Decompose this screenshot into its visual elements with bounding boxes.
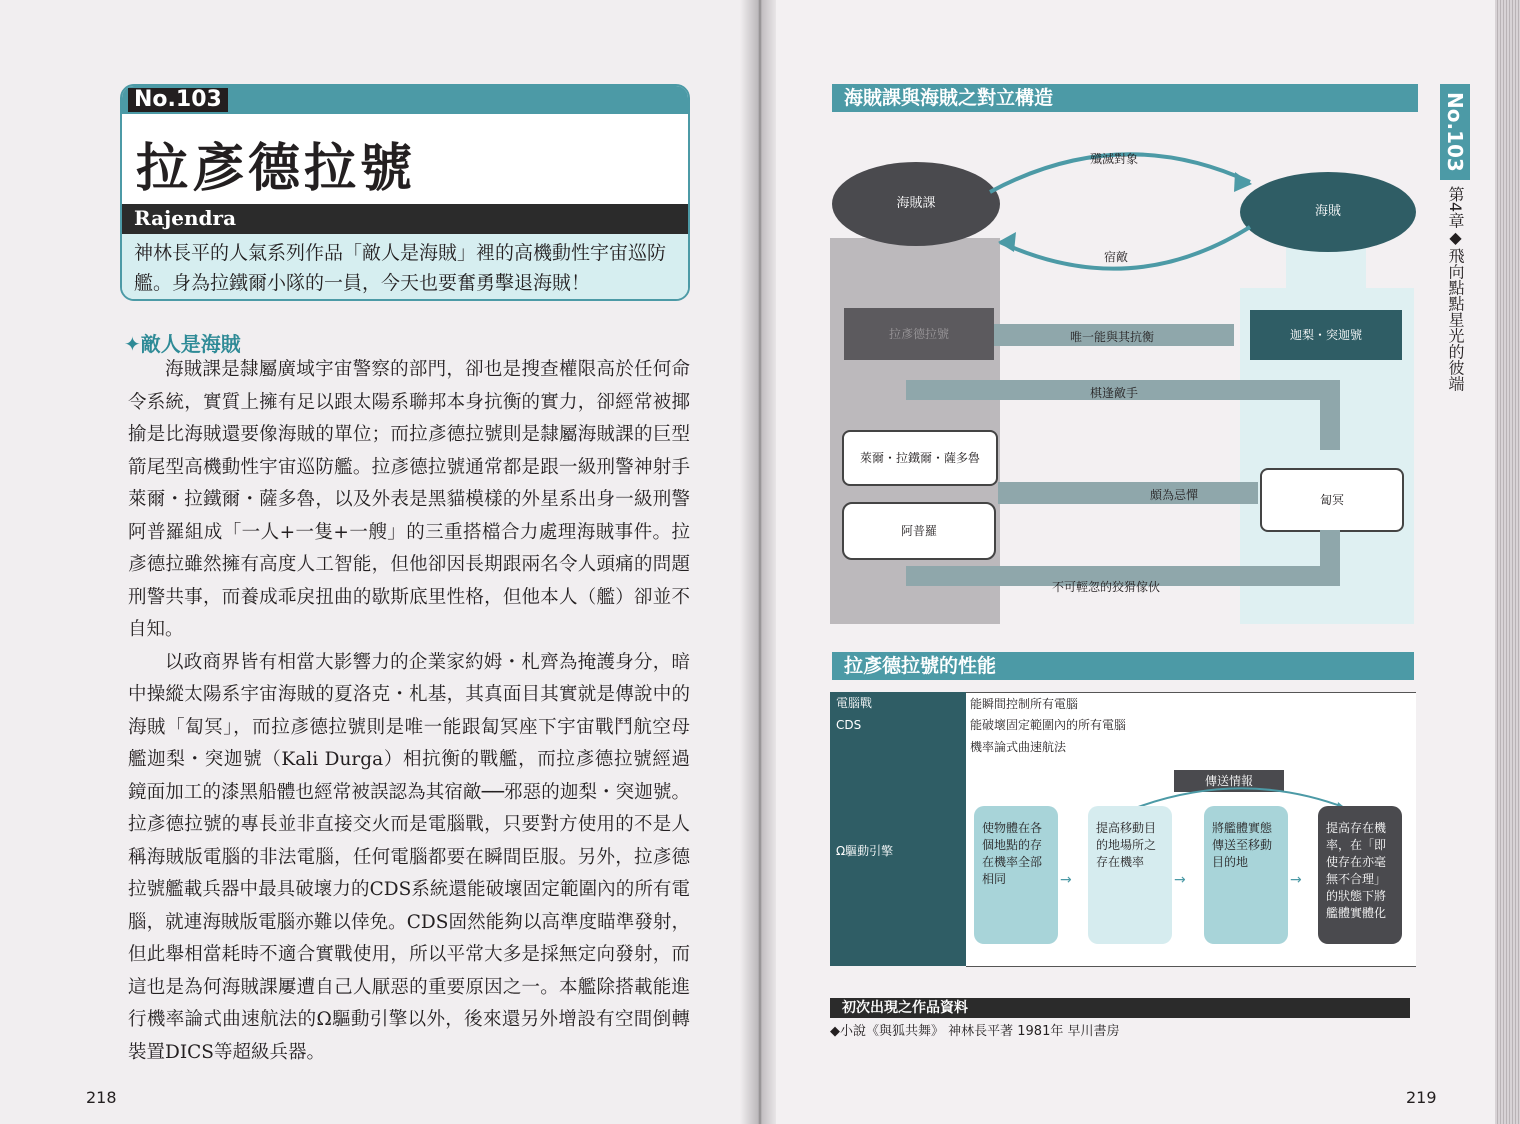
page-number-right: 219 — [1406, 1088, 1437, 1107]
summary-text: 神林長平的人氣系列作品「敵人是海賊」裡的高機動性宇宙巡防艦。身為拉鐵爾小隊的一員，今天也要奮勇擊退海賊！ — [134, 242, 667, 294]
perf-key: Ω驅動引擎 — [830, 736, 966, 966]
arrow-bar — [1320, 530, 1340, 586]
label-target: 殲滅對象 — [1090, 152, 1139, 166]
paragraph: 以政商界皆有相當大影響力的企業家約姆・札齊為掩護身分，暗中操縱太陽系宇宙海賊的夏洛克・札基，其真面目其實就是傳說中的海賊「匐冥」，而拉彥德拉號則是唯一能跟匐冥座下宇宙戰鬥航空母艦迦梨・突迦號（Kali Durga）相抗衡的戰艦，而拉彥德拉號經過鏡面加工的漆黑船體也經常被誤認為其宿敵──邪惡的迦梨・突迦號。拉彥德拉號的專長並非直接交火而是電腦戰，只要對方使用的不是人稱海賊版電腦的非法電腦，任何電腦都要在瞬間臣服。另外，拉彥德拉號艦載兵器中最具破壞力的CDS系統還能破壞固定範圍內的所有電腦，就連海賊版電腦亦難以倖免。CDS固然能夠以高準度瞄準發射，但此舉相當耗時不適合實戰使用，所以平常大多是採無定向發射，而這也是為何海賊課屢遭自己人厭惡的重要原因之一。本艦除搭載能進行機率論式曲速航法的Ω驅動引擎以外，後來還另外增設有空間倒轉裝置DICS等超級兵器。 — [128, 651, 690, 1063]
arrow-right-icon: → — [1290, 872, 1302, 888]
section-heading-text: 敵人是海賊 — [140, 332, 241, 356]
flow-step-1: 使物體在各個地點的存在機率全部相同 — [974, 806, 1058, 944]
paragraph: 海賊課是隸屬廣域宇宙警察的部門，卻也是搜查權限高於任何命令系統，實質上擁有足以跟太陽系聯邦本身抗衡的實力，卻經常被揶揄是比海賊還要像海賊的單位；而拉彥德拉號則是隸屬海賊課的巨型箭尾型高機動性宇宙巡防艦。拉彥德拉號通常都是跟一級刑警神射手萊爾・拉鐵爾・薩多魯，以及外表是黑貓模樣的外星系出身一級刑警阿普羅組成「一人+一隻+一艘」的三重搭檔合力處理海賊事件。拉彥德拉雖然擁有高度人工智能，但他卻因長期跟兩名令人頭痛的問題刑警共事，而養成乖戾扭曲的歇斯底里性格，但他本人（艦）卻並不自知。 — [128, 359, 690, 640]
flow-step-2: 提高移動目的地場所之存在機率 — [1088, 806, 1172, 944]
performance-table — [830, 692, 1414, 966]
perf-value: 機率論式曲速航法 — [966, 736, 1416, 967]
lagool-box: 匐冥 — [1260, 468, 1404, 532]
perf-key: CDS — [830, 714, 966, 736]
ryle-box: 萊爾・拉鐵爾・薩多魯 — [842, 430, 998, 486]
page-edges — [1495, 0, 1520, 1124]
section-heading — [124, 328, 241, 357]
arrow-right-icon: → — [1060, 872, 1072, 888]
chapter-tab — [1440, 84, 1470, 464]
tab-chapter: 第4章◆飛向點點星光的彼端 — [1446, 186, 1465, 392]
entry-number: No.103 — [128, 88, 228, 112]
flow-label: 傳送情報 — [1174, 770, 1284, 792]
perf-value: 能破壞固定範圍內的所有電腦 — [966, 714, 1416, 737]
diagram-title: 海賊課與海賊之對立構造 — [832, 84, 1418, 112]
arrow-bar — [998, 482, 1258, 504]
entry-summary — [122, 234, 688, 299]
diamond-icon: ✦ — [124, 332, 141, 356]
entry-header — [120, 84, 690, 301]
pirate-division-oval: 海賊課 — [832, 162, 1000, 246]
subtitle-bar — [122, 204, 688, 234]
apuro-box: 阿普羅 — [842, 502, 996, 560]
pirate-oval: 海賊 — [1240, 172, 1416, 252]
page-number-left: 218 — [86, 1088, 117, 1107]
perf-key: 電腦戰 — [830, 692, 966, 714]
label-bad: 不可輕忽的狡猾傢伙 — [1052, 580, 1161, 594]
book-gutter — [740, 0, 780, 1124]
label-fear: 頗為忌憚 — [1150, 488, 1199, 502]
arrow-bar — [1320, 380, 1340, 450]
entry-title: 拉彥德拉號 — [136, 138, 417, 199]
arrowhead-icon — [998, 232, 1016, 252]
flow-step-3: 將艦體實態傳送至移動目的地 — [1204, 806, 1288, 944]
flow-step-4: 提高存在機率，在「即使存在亦毫無不合理」的狀態下將艦體實體化 — [1318, 806, 1402, 944]
label-only-rival: 唯一能與其抗衡 — [1070, 330, 1155, 344]
label-nemesis: 棋逢敵手 — [1090, 386, 1139, 400]
perf-value: 能瞬間控制所有電腦 — [966, 692, 1416, 716]
performance-title: 拉彥德拉號的性能 — [832, 652, 1414, 680]
label-rival: 宿敵 — [1104, 250, 1129, 264]
relationship-diagram — [830, 118, 1420, 624]
rajendra-box: 拉彥德拉號 — [844, 308, 994, 360]
left-page — [0, 0, 748, 1124]
entry-subtitle: Rajendra — [134, 206, 237, 230]
reference-title: 初次出現之作品資料 — [830, 998, 1410, 1018]
kali-durga-box: 迦梨・突迦號 — [1250, 310, 1402, 360]
body-text — [128, 354, 690, 1069]
reference-text: ◆小說《與狐共舞》 神林長平著 1981年 早川書房 — [830, 1024, 1120, 1039]
arrow-right-icon: → — [1174, 872, 1186, 888]
tab-number: No.103 — [1440, 84, 1470, 180]
